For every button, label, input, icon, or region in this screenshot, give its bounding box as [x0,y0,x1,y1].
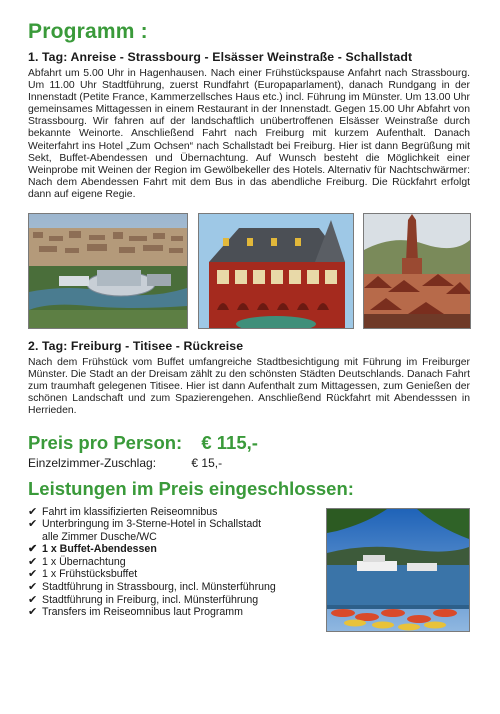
checkmark-icon: ✔ [28,581,38,594]
photo-strip [28,213,470,329]
programm-heading: Programm : [28,20,148,43]
leistung-item [28,506,328,519]
leistung-item [28,568,328,581]
price-label: Preis pro Person: [28,431,183,453]
day1-text: Abfahrt um 5.00 Uhr in Hagenhausen. Nach einer Frühstückspause Anfahrt nach Strassbourg. Um 11.00 Uhr Stadtführung, zuerst Rundfahrt (Europaparlament), danach Rundgang in der Innenstadt (Petite France, Kammerzellsches Haus etc.) incl. Führung im Münster. Um 13.00 Uhr gemeinsames Mittagessen in einem Restaurant in der Innenstadt. Gegen 15.00 Uhr Abfahrt von Strassbourg. Wir fahren auf der landschaftlich unübertroffenen Elsässer Weinstraße durch bekannte Weinorte. Anschließend Fahrt nach Freiburg mit kurzem Aufenthalt. Danach Weiterfahrt ins Hotel „Zum Ochsen“ nach Schallstadt bei Freiburg. Hier ist dann Begrüßung mit Sekt, Buffet-Abendessen und Übernachtung. Auf Wunsch besteht die Möglichkeit einer Weinprobe mit Weinen der Region im Gewölbekeller des Hotels. Alternativ für Nachtschwärmer: Nach dem Abendessen Fahrt mit dem Bus in das abendliche Freiburg. Die Rückfahrt erfolgt dann auf eigene Regie. [28,68,470,200]
leistung-item [28,581,328,594]
supplement-row [28,456,470,470]
leistung-item [28,556,328,569]
supplement-label: Einzelzimmer-Zuschlag: [28,455,157,470]
leistung-text: 1 x Frühstücksbuffet [42,568,138,581]
leistung-item [28,606,328,619]
leistung-text: alle Zimmer Dusche/WC [42,530,157,543]
kaufhaus-freiburg-photo [198,213,354,329]
leistung-text: Unterbringung im 3-Sterne-Hotel in Schallstadt [42,518,262,531]
leistung-text: Stadtführung in Freiburg, incl. Münsterführung [42,593,259,606]
leistungen-list [28,506,328,619]
leistungen-heading: Leistungen im Preis eingeschlossen: [28,477,354,499]
checkmark-icon: ✔ [28,593,38,606]
checkmark-icon: ✔ [28,606,38,619]
leistung-item [28,594,328,607]
strasbourg-aerial-photo [28,213,188,329]
leistung-text: 1 x Übernachtung [42,555,126,568]
leistung-text: Fahrt im klassifizierten Reiseomnibus [42,505,218,518]
leistung-item [28,518,328,531]
checkmark-icon: ✔ [28,505,38,518]
day1-title: 1. Tag: Anreise - Strassbourg - Elsässer Weinstraße - Schallstadt [28,50,413,64]
leistung-text: Stadtführung in Strassbourg, incl. Münsterführung [42,581,276,594]
leistung-item [28,531,328,544]
checkmark-icon: ✔ [28,518,38,531]
checkmark-icon: ✔ [28,555,38,568]
titisee-photo [326,508,470,632]
leistungen-section [28,506,470,619]
leistung-text: Transfers im Reiseomnibus laut Programm [42,606,243,619]
checkmark-icon: ✔ [28,543,38,556]
freiburg-muenster-photo [363,213,471,329]
checkmark-icon: ✔ [28,568,38,581]
program-page [28,20,470,619]
day2-title: 2. Tag: Freiburg - Titisee - Rückreise [28,339,244,354]
supplement-value: € 15,- [191,455,223,470]
leistung-item [28,543,328,556]
leistung-text: 1 x Buffet-Abendessen [42,543,157,556]
day2-text: Nach dem Frühstück vom Buffet umfangreiche Stadtbesichtigung mit Führung im Freiburger Münster. Die Stadt an der Dreisam zählt zu den schönsten Städten Deutschlands. Danach Fahrt zum traumhaft gelegenen Titisee. Hier ist dann Aufenthalt zum Mittagessen, zum Genießen der schönen Landschaft und zum Spazierengehen. Anschließend Rückfahrt mit Abendesssen in Herrieden. [28,357,470,417]
price-value: € 115,- [201,431,258,453]
price-row [28,432,470,454]
